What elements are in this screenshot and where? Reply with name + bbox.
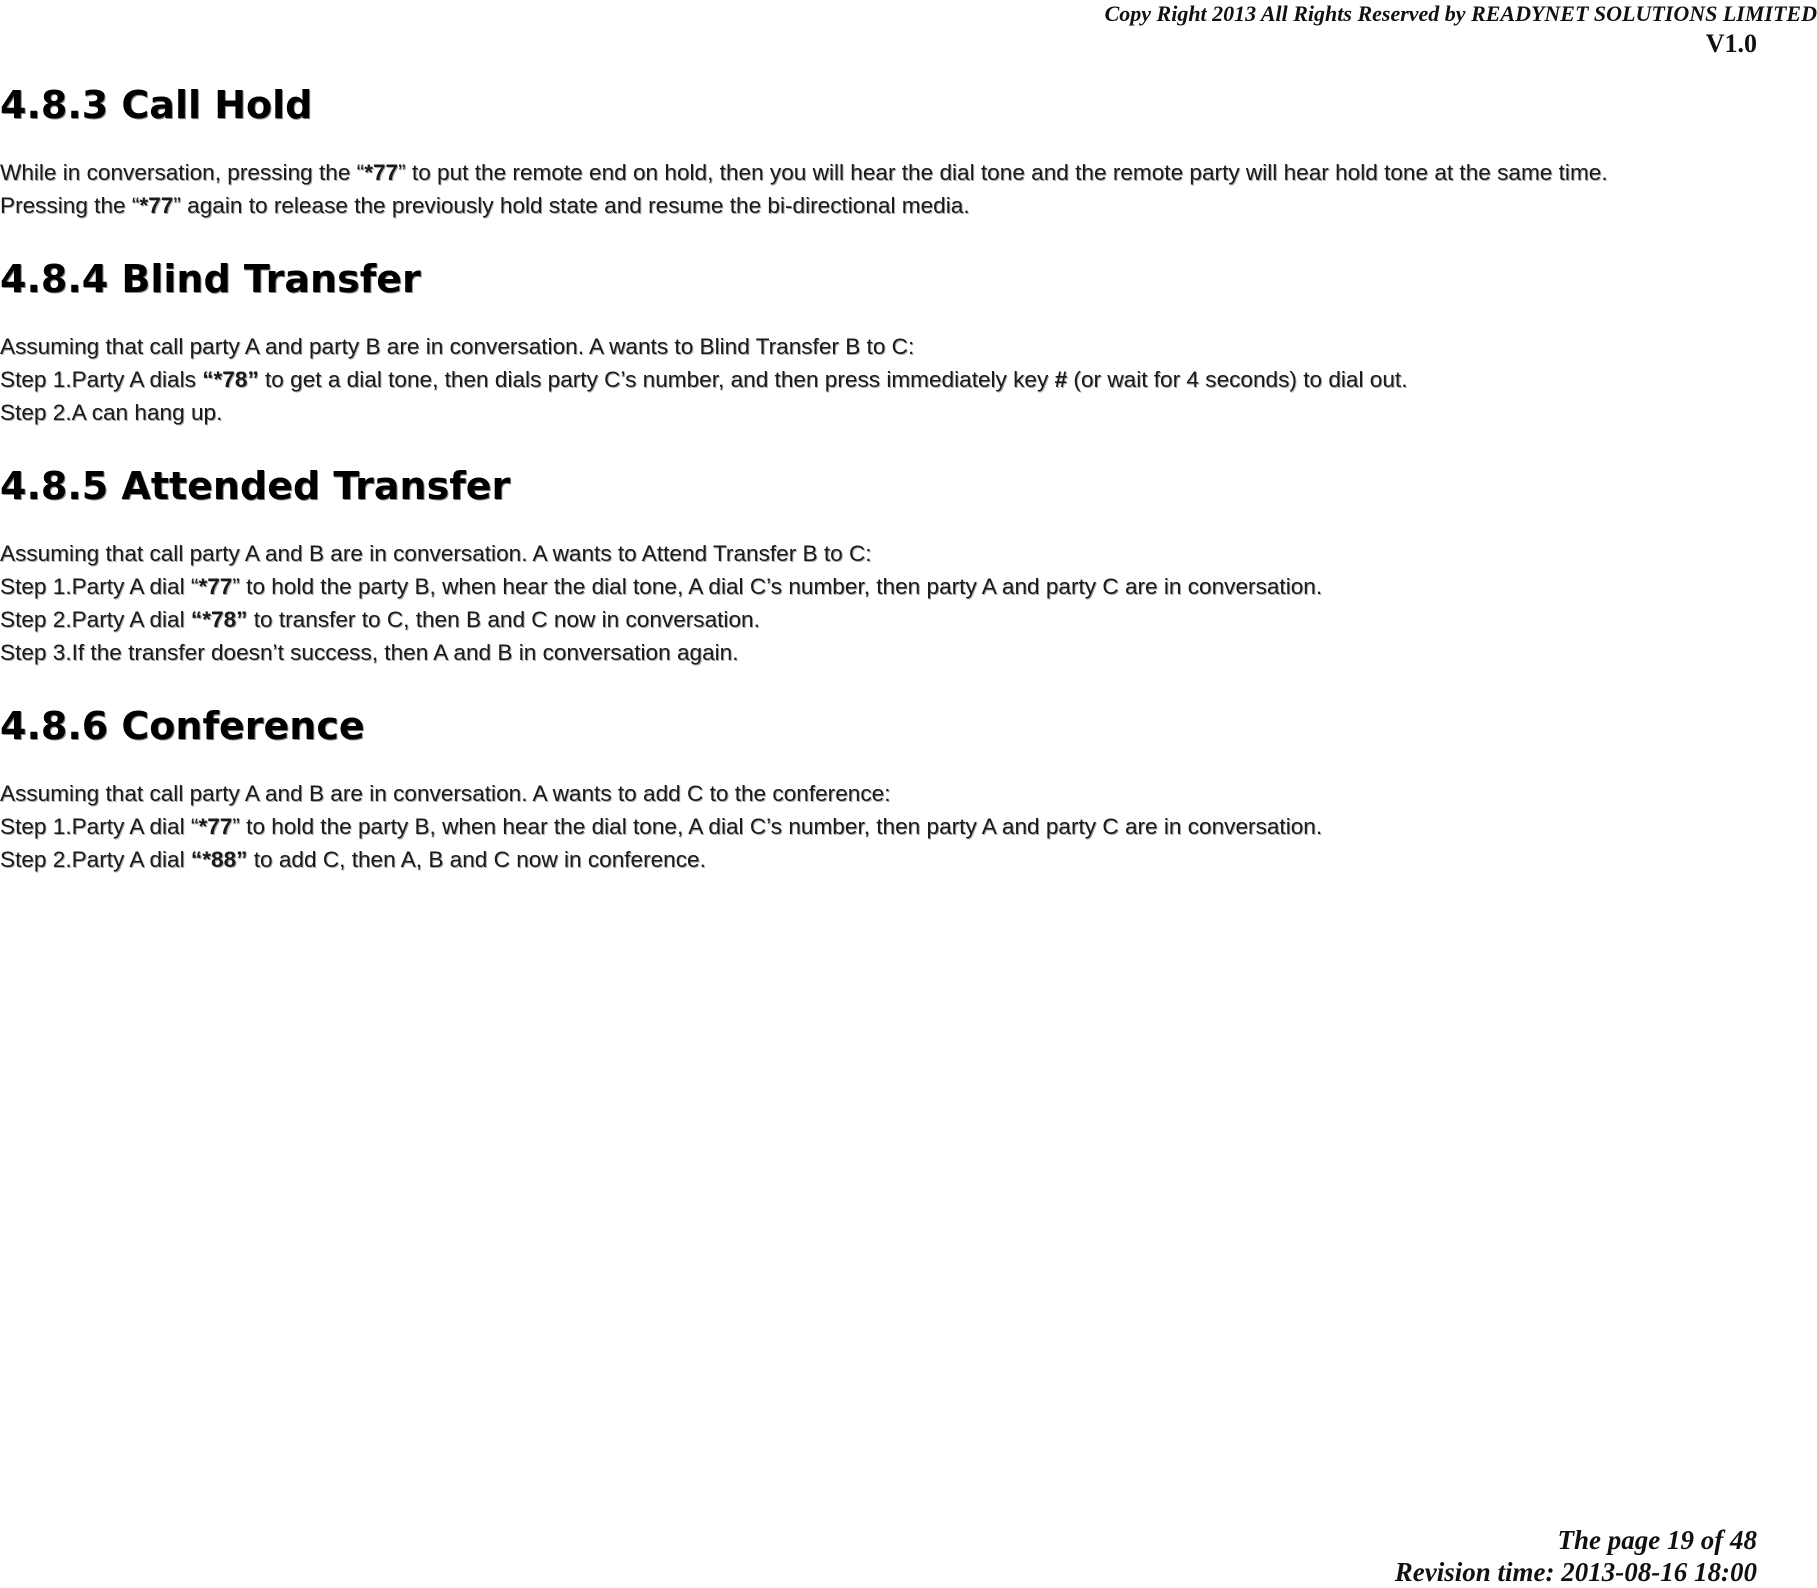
key-code: *77 bbox=[364, 160, 399, 185]
paragraph-line bbox=[0, 396, 1817, 429]
paragraph-line bbox=[0, 843, 1817, 876]
text-run: Pressing the “ bbox=[0, 193, 140, 218]
page-header bbox=[1105, 0, 1817, 58]
text-run: Assuming that call party A and B are in conversation. A wants to Attend Transfer B to C: bbox=[0, 541, 872, 566]
paragraph-line bbox=[0, 570, 1817, 603]
text-run: to transfer to C, then B and C now in conversation. bbox=[247, 607, 760, 632]
text-run: Assuming that call party A and party B are in conversation. A wants to Blind Transfer B to C: bbox=[0, 334, 915, 359]
key-code: *77 bbox=[139, 193, 174, 218]
text-run: While in conversation, pressing the “ bbox=[0, 160, 365, 185]
paragraph-line bbox=[0, 636, 1817, 669]
text-run: ” to hold the party B, when hear the dial tone, A dial C’s number, then party A and party C are in conversation. bbox=[232, 574, 1323, 599]
text-run: Step 2.A can hang up. bbox=[0, 400, 223, 425]
text-run: Step 1.Party A dials bbox=[0, 367, 203, 392]
revision-time: Revision time: 2013-08-16 18:00 bbox=[1394, 1557, 1757, 1587]
text-run: to add C, then A, B and C now in conference. bbox=[247, 847, 706, 872]
paragraph-line bbox=[0, 603, 1817, 636]
section-1 bbox=[0, 82, 1817, 222]
key-code: *77 bbox=[198, 574, 233, 599]
paragraph-line bbox=[0, 330, 1817, 363]
key-code: “*78” bbox=[190, 607, 248, 632]
text-run: ” to put the remote end on hold, then you will hear the dial tone and the remote party will hear hold tone at the same time. bbox=[398, 160, 1608, 185]
key-code: “*78” bbox=[202, 367, 259, 392]
page-number: The page 19 of 48 bbox=[1557, 1525, 1757, 1555]
text-run: (or wait for 4 seconds) to dial out. bbox=[1067, 367, 1408, 392]
text-run: Step 1.Party A dial “ bbox=[0, 574, 199, 599]
section-heading: 4.8.5 Attended Transfer bbox=[0, 464, 511, 508]
paragraph-line bbox=[0, 156, 1817, 189]
document-body bbox=[0, 82, 1817, 910]
paragraph-line bbox=[0, 537, 1817, 570]
section-heading: 4.8.4 Blind Transfer bbox=[0, 257, 421, 301]
paragraph-line bbox=[0, 363, 1817, 396]
key-code: *77 bbox=[198, 814, 233, 839]
text-run: to get a dial tone, then dials party C’s number, and then press immediately key bbox=[258, 367, 1055, 392]
paragraph-line bbox=[0, 777, 1817, 810]
text-run: Step 1.Party A dial “ bbox=[0, 814, 199, 839]
text-run: ” to hold the party B, when hear the dial tone, A dial C’s number, then party A and party C are in conversation. bbox=[232, 814, 1323, 839]
version-label: V1.0 bbox=[1705, 29, 1757, 58]
text-run: Assuming that call party A and B are in conversation. A wants to add C to the conference: bbox=[0, 781, 891, 806]
section-2 bbox=[0, 256, 1817, 429]
key-code: # bbox=[1054, 367, 1068, 392]
text-run: Step 3.If the transfer doesn’t success, then A and B in conversation again. bbox=[0, 640, 739, 665]
text-run: ” again to release the previously hold state and resume the bi-directional media. bbox=[173, 193, 970, 218]
copyright-text: Copy Right 2013 All Rights Reserved by READYNET SOLUTIONS LIMITED bbox=[1104, 1, 1817, 26]
section-heading: 4.8.3 Call Hold bbox=[0, 83, 313, 127]
section-4 bbox=[0, 703, 1817, 876]
section-heading: 4.8.6 Conference bbox=[0, 704, 365, 748]
paragraph-line bbox=[0, 810, 1817, 843]
text-run: Step 2.Party A dial bbox=[0, 847, 191, 872]
paragraph-line bbox=[0, 189, 1817, 222]
page-footer bbox=[1395, 1524, 1757, 1588]
text-run: Step 2.Party A dial bbox=[0, 607, 191, 632]
section-3 bbox=[0, 463, 1817, 669]
key-code: “*88” bbox=[190, 847, 248, 872]
